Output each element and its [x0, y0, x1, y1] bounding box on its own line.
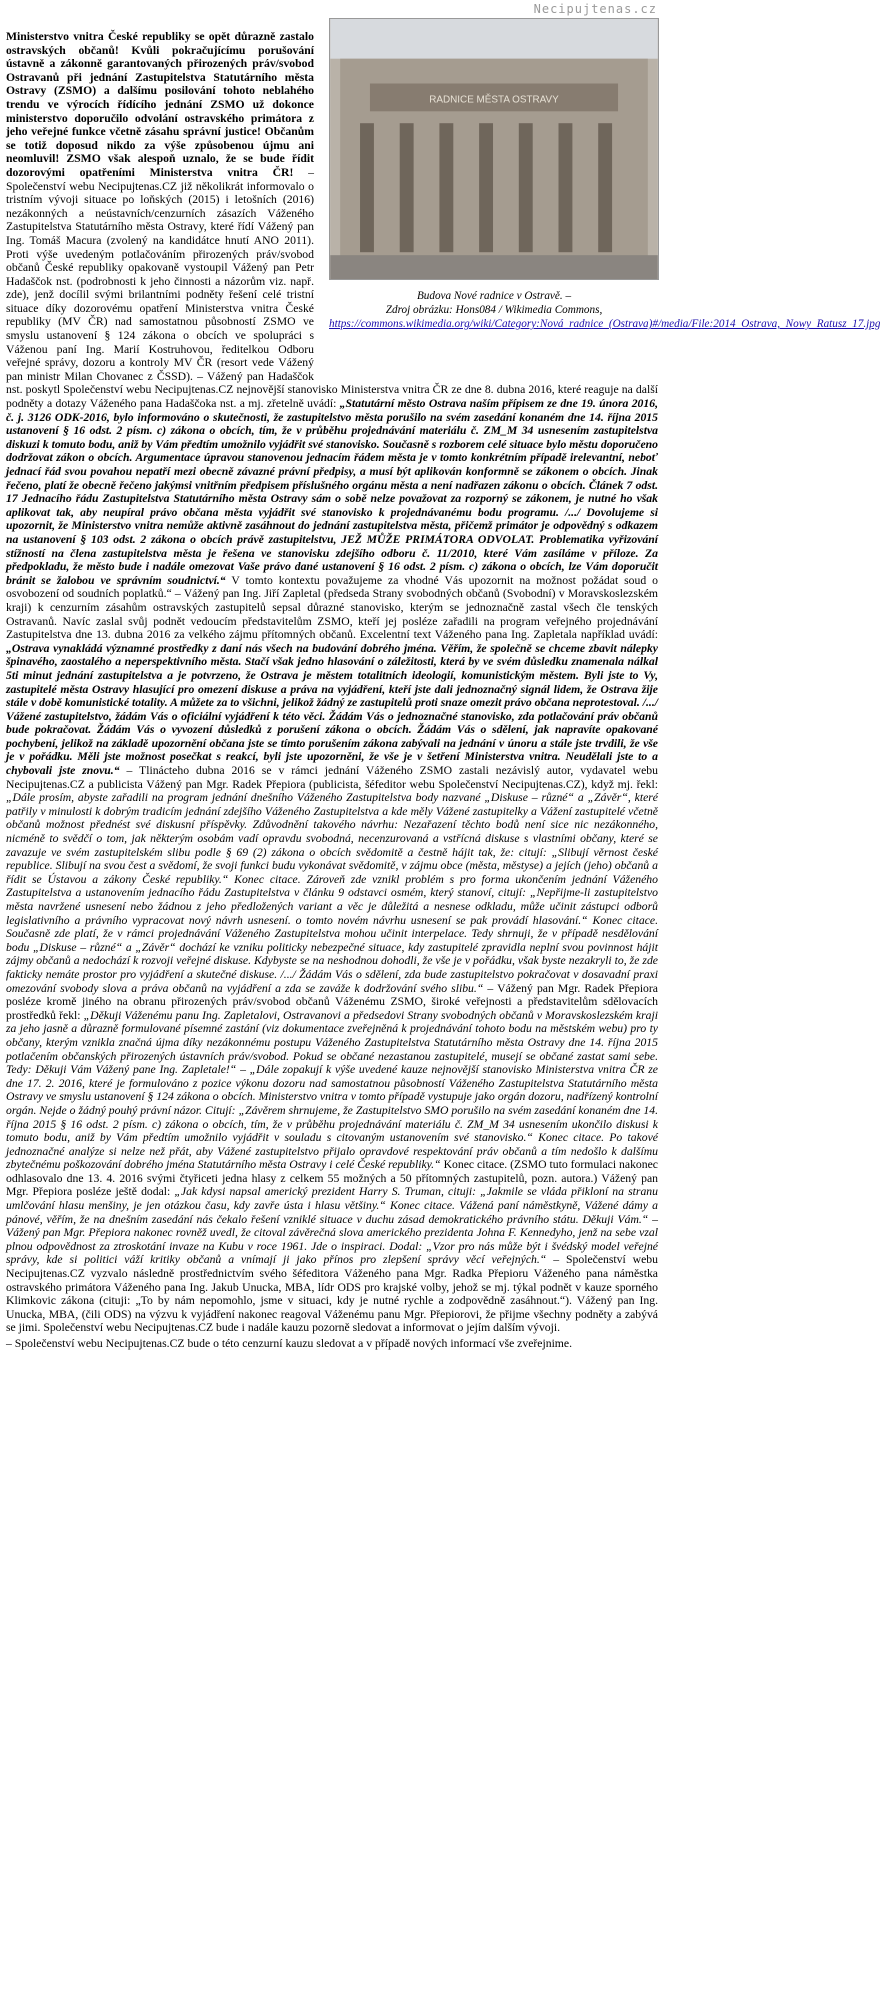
caption-line: Zdroj obrázku: Hons084 / Wikimedia Commons, [385, 304, 603, 316]
quote-ministry: „Statutární město Ostrava naším přípisem ze dne 19. února 2016, č. j. 3126 ODK-2016, bylo informováno o skutečnosti, že zastupitelstvo města porušilo na svém zasedání konaném dne 14. října 2015 ustanovení § 16 odst. 2 písm. c) zákona o obcích, tím, že v průběhu projednávání materiálu č. ZM_M 34 usnesením zastupitelstva diskuzi k tomuto bodu, aniž by Vám předtím umožnilo vyjádřit své stanovisko. Současně s rozborem celé situace bylo městu doporučeno dodržovat zákon o obcích. Argumentace úpravou stanovenou jednacím řádem města je v tomto konkrétním případě irelevantní, neboť jednací řád svou povahou nepatří mezi obecně závazné právní předpisy, a musí být aplikován konformně se zákonem o obcích. Jinak řečeno, platí že obecně řečeno jakýmsi vnitřním předpisem příslušného orgánu města a není nadřazen zákonu o obcích. Článek 7 odst. 17 Jednacího řádu Zastupitelstva Statutárního města Ostravy sám o sobě nelze považovat za rozporný se zákonem, je nutné ho však aplikovat tak, aby neupíral právo občana města vyjádřit své stanovisko k projednávanému bodu programu. /.../ Dovolujeme si upozornit, že Ministerstvo vnitra nemůže aktivně zasáhnout do jednání zastupitelstva města, přičemž primátor je odpovědný s odkazem na ustanovení § 103 odst. 2 zákona o obcích právě zastupitelstvu, JEŽ MŮŽE PRIMÁTORA ODVOLAT. Problematika vyřizování stížností na člena zastupitelstva města je řešena ve stanovisku zdejšího odboru č. 11/2010, které Vám zasíláme v příloze. Za předpokladu, že město bude i nadále omezovat Vaše právo dané ustanovení § 16 odst. 2 písm. c) zákona o obcích, lze Vám doporučit bránit se žalobou ve správním soudnictví.“ [6, 397, 658, 587]
town-hall-sign: RADNICE MĚSTA OSTRAVY [429, 94, 559, 106]
paragraph-text: – Tlinácteho dubna 2016 se v rámci jednání Váženého ZSMO zastali nezávislý autor, vydavatel webu Necipujtenas.CZ a publicista Vážený pan Mgr. Radek Přepiora (publicista, šéfeditor webu Společenství Necipujtenas.CZ), když mj. řekl: [6, 764, 658, 791]
caption-source-link[interactable]: https://commons.wikimedia.org/wiki/Category:Nová_radnice_(Ostrava)#/media/File:2014_Ostrava,_Nowy_Ratusz_17.jpg [329, 318, 880, 330]
quote-truman: „Jak kdysi napsal americký prezident Harry S. Truman, cituji: „Jakmile se vláda přikloní na stranu umlčování hlasu menšiny, je jen otázkou času, kdy zavře ústa i hlasu většiny.“ Konec citace. Vážená paní náměstkyně, Vážené dámy a pánové, věřím, že na dnešním zasedání nás čekalo řešení vzniklé situace v duchu zásad demokratického právního státu. Děkuji Vám.“ – Vážený pan Mgr. Přepiora nakonec rovněž uvedl, že citoval závěrečná slova amerického prezidenta Johna F. Kennedyho, jenž na sebe vzal plnou odpovědnost za ztroskotání invaze na Kubu v roce 1961. Jde o inspiraci. Dodal: „Vzor pro nás může být i švédský model veřejné správy, kde si politici váží kritiky občanů a vnímají ji jako přínos pro zlepšení správy věcí veřejných.“ [6, 1185, 658, 1267]
article-body [6, 30, 658, 1353]
quote-zapletal: „Ostrava vynakládá významné prostředky z daní nás všech na budování dobrého jména. Věřím, že společně se chceme zbavit nálepky špinavého, zaostalého a neperspektivního města. Stačí však jedno hlasování o záležitosti, která by ve svém důsledku znamenala nálkal 5ti minut jednání zastupitelstva a je potvrzeno, že Ostrava je městem totalitních ideologií, komunistickým městem. Byli jste to Vy, zastupitelé města Ostravy hlasující pro omezení diskuse a práva na vyjádření, kteří jste dali jednoznačný signál lidem, že Ostrava žije stále v době komunistické totality. A můžete za to všichni, jelikož žádný ze zastupitelů proti snaze omezit právo občana neprotestoval. /.../ Vážené zastupitelstvo, žádám Vás o oficiální vyjádření k této věci. Žádám Vás o jednoznačné stanovisko, zda potlačování práv občanů bude pokračovat. Žádám Vás o vyvození důsledků z porušení zákona o obcích. Žádám Vás o sdělení, jak napravíte opakované pochybení, jelikož na základě upozornění občana jste se tímto porušením zákona zabývali na jednání v únoru a stále jste trvdili, že vše je v pořádku. Měli jste možnost posečkat s reakcí, byli jste upozorněni, že vše je v šetření Ministerstva vnitra. Neudělali jste to a chybovali jste znovu.“ [6, 641, 658, 778]
paragraph-text: – Vážený pan Mgr. Radek Přepiora posléze kromě jiného na obranu přirozených práv/svobod občanů Váženému ZSMO, široké veřejnosti a představitelům sdělovacích prostředků řekl: [6, 981, 658, 1022]
site-brand: Necipujtenas.cz [533, 2, 657, 16]
figure-spacer [322, 30, 658, 378]
article-lead: Ministerstvo vnitra České republiky se opět důrazně zastalo ostravských občanů! Kvůli pokračujícímu porušování ústavně a zákonně garantovaných přirozených práv/svobod Ostravanů při jednání Zastupitelstva Statutárního města Ostravy (ZSMO) a dalšímu posilování tohoto neblahého trendu ve výrocích řídícího jednání ZSMO už dokonce ministerstvo doporučilo odvolání ostravského primátora z jeho veřejné funkce včetně zásahu správní justice! Občanům se totiž doposud nikdo za výše způsobenou újmu ani neomluvil! ZSMO však alespoň uznalo, že se bude řídit dozorovými opatřeními Ministerstva vnitra ČR! [6, 30, 314, 179]
paragraph-text: Konec citace. (ZSMO tuto formulaci nakonec odhlasovalo dne 13. 4. 2016 svými čtyřiceti jedna hlasy z celkem 55 možných a 50 přítomných zastupitelů, pozn. autora.) Vážený pan Mgr. Přepiora posléze ještě dodal: [6, 1158, 658, 1199]
caption-line: Budova Nové radnice v Ostravě. – [416, 290, 572, 302]
quote-prepiora: „Dále prosím, abyste zařadili na program jednání dnešního Váženého Zastupitelstva body nazvané „Diskuse – různé“ a „Závěr“, které patřily v minulosti k dobrým tradicím jednání zdejšího Váženého Zastupitelstva a kde měly Vážené zastupitelky a Vážení zastupitelé včetně občanů možnost přednést své diskusní příspěvky. Zdůvodnění takového návrhu: Nezařazení těchto bodů není sice nic nezákonného, nicméně to svědčí o tom, jak některým osobám vadí opravdu svobodná, necenzurovaná a vstřícná diskuse s vlastními občany, které se zavazuje ve svém zastupitelském slibu podle § 69 (2) zákona o obcích svědomitě a čestně hájit tak, že: citují: „Slibují věrnost české republice. Slibují na svou čest a svědomí, že svoji funkci budu vykonávat svědomitě, v zájmu obce (města, městyse) a jejích (jeho) občanů a řídit se Ústavou a zákony České republiky.“ Konec citace. Zároveň zde vznikl problém s pro forma ukončením jednání Váženého Zastupitelstva a ustanovením jednacího řádu Zastupitelstva v článku 9 odstavci osmém, který stanoví, citují: „Nepřijme-li zastupitelstvo města navržené usnesení nebo žádnou z jeho předložených variant a věc je důležitá a nesnese odkladu, může učinit zástupci odborů legislativního a právního vypracovat nový návrh usnesení. o tomto novém návrhu usnesení se pak provádí hlasování.“ Konec citace. Současně zde platí, že v rámci projednávání Váženého Zastupitelstva mohou učinit interpelace. Tedy shrnuji, že v případě nesdělování bodu „Diskuse – různé“ a „Závěr“ dochází ke vzniku politicky nebezpečné situace, kdy zastupitelé zpravidla neplní svou povinnost hájit zájmy občanů a nedochází k rozvoji veřejné diskuse. Kdybyste se na neshodnou dohodli, že vše je v pořádku, však byste nezakryli to, že zde fakticky nemáte prostor pro vyjádření a skutečné diskuse. /.../ Žádám Vás o sdělení, zda bude zastupitelstvo pokračovat v dosavadní praxi omezování svobody slova a práva občanů na vyjádření a zda se zaváže k dodržování svého slibu.“ [6, 791, 658, 995]
article-closing: – Společenství webu Necipujtenas.CZ bude o této cenzurní kauzu sledovat a v případě nových informací vše zveřejnime. [6, 1337, 573, 1350]
quote-prepiora-thanks: „Děkuji Váženému panu Ing. Zapletalovi, Ostravanovi a předsedovi Strany svobodných občanů v Moravskoslezském kraji za jeho jasně a důrazně formulované písemné zastání (viz dokumentace zveřejněná k projednávání tohoto bodu na městském webu) pro ty občany, kterým vznikla značná újma díky nezákonnému postupu Váženého Zastupitelstva Statutárního města Ostravy dne 14. října 2015 potlačením občanských přirozených ústavních práv/svobod. Pokud se občané nezastanou zastupitelé, musejí se občané zastat sami sebe. Tedy: Děkuji Vám Vážený pane Ing. Zapletale!“ – „Dále zopakují k výše uvedené kauze nejnovější stanovisko Ministerstva vnitra ČR ze dne 17. 2. 2016, které je formulováno z pozice výkonu dozoru nad samostatnou působností Váženého Zastupitelstva Statutárního města Ostravy ve smyslu ustanovení § 124 zákona o obcích. Ministerstvo vnitra v tomto případě vystupuje jako orgán dozoru, nadřízený kontrolní orgán. Nejde o žádný pouhý právní názor. Citují: „Závěrem shrnujeme, že Zastupitelstvo SMO porušilo na svém zasedání konaném dne 14. října 2015 § 16 odst. 2 písm. c) zákona o obcích, tím, že v průběhu projednávání materiálu č. ZM_M 34 usnesením ukončilo diskusi k tomuto bodu, aniž by Vám předtím umožnilo vyjádřit v souladu s citovaným ustanovením své stanovisko.“ Konec citace. Po takové jednoznačné analýze si nelze než přát, aby Vážené zastupitelstvo přijalo opravdové respektování práv občanů a tím nedošlo k dalšímu zbytečnému poškozování dobrého jména Statutárního města Ostravy i celé České republiky.“ [6, 1008, 659, 1172]
paragraph-text: – Společenství webu Necipujtenas.CZ vyzvalo následně prostřednictvím svého šéfeditora Váženého pana Mgr. Radka Přepioru Váženého pana náměstka ostravského primátora Váženého pana Ing. Jakub Unucka, MBA, lídr ODS pro krajské volby, jehož se mj. týkal podnět v kauze sporného Klimkovic zákona (cituji: „To by nám nepomohlo, jsme v situaci, kdy je nutné rychle a zodpovědně zasáhnout.“). Vážený pan Ing. Unucka, MBA, (čili ODS) na výzvu k vyjádření nakonec reagoval Váženému panu Mgr. Přepiorovi, že přijme všechny podněty a zabývá se jimi. Společenství webu Necipujtenas.CZ bude i nadále kauzu pozorně sledovat a informovat o jejím dalším vývoji. [6, 1253, 658, 1335]
paragraph-text: – Společenství webu Necipujtenas.CZ již několikrát informovalo o tristním vývoji situace po loňských (2015) i letošních (2016) nezákonných a neústavních/cenzurních zásazích Váženého Zastupitelstva Statutárního města Ostravy, které řídí Vážený pan Ing. Tomáš Macura (zvolený na kandidátce hnutí ANO 2011). Proti výše uvedeným potlačováním přirozených práv/svobod občanů České republiky opakovaně vystoupil Vážený pan Petr Hadaščok nst. (podrobnosti k jeho činnosti a názorům viz. např. zde), jenž docílil svými brilantními podněty řešení celé tristní situace díky dozorovému opatření Ministerstva vnitra České republiky (MV ČR) nad samostatnou působností ZSMO ve smyslu ustanovení § 124 zákona o obcích ve spolupráci s Váženou paní Ing. Marií Kostruhovou, ředitelkou Odboru veřejné správy, dozoru a kontroly MV ČR (resort vede Vážený pan ministr Milan Chovanec z ČSSD). – Vážený pan Hadaščok nst. poskytl Společenství webu Necipujtenas.CZ nejnovější stanovisko Ministerstva vnitra ČR ze dne 8. dubna 2016, které reaguje na další podněty a dotazy Váženého pana Hadaščoka nst. a mj. zřetelně uvádí: [6, 165, 658, 411]
paragraph-text: V tomto kontextu považujeme za vhodné Vás upozornit na možnost požádat soud o osvobození od soudních poplatků.“ – Vážený pan Ing. Jiří Zapletal (předseda Strany svobodných občanů (Svobodní) v Moravskoslezském kraji) k cenzurním zásahům ostravských zastupitelů sepsal důrazné stanovisko, kterým se jednoznačně zastal všech čle tenských Ostravanů. Navíc zaslal svůj podnět vedoucím představitelům ZSMO, kteří jej posléze zařadili na program veřejného projednávání Zastupitelstva dne 13. dubna 2016 za velkého zájmu přítomných občanů. Excelentní text Váženého pana Ing. Zapletala například uvádí: [6, 573, 658, 642]
